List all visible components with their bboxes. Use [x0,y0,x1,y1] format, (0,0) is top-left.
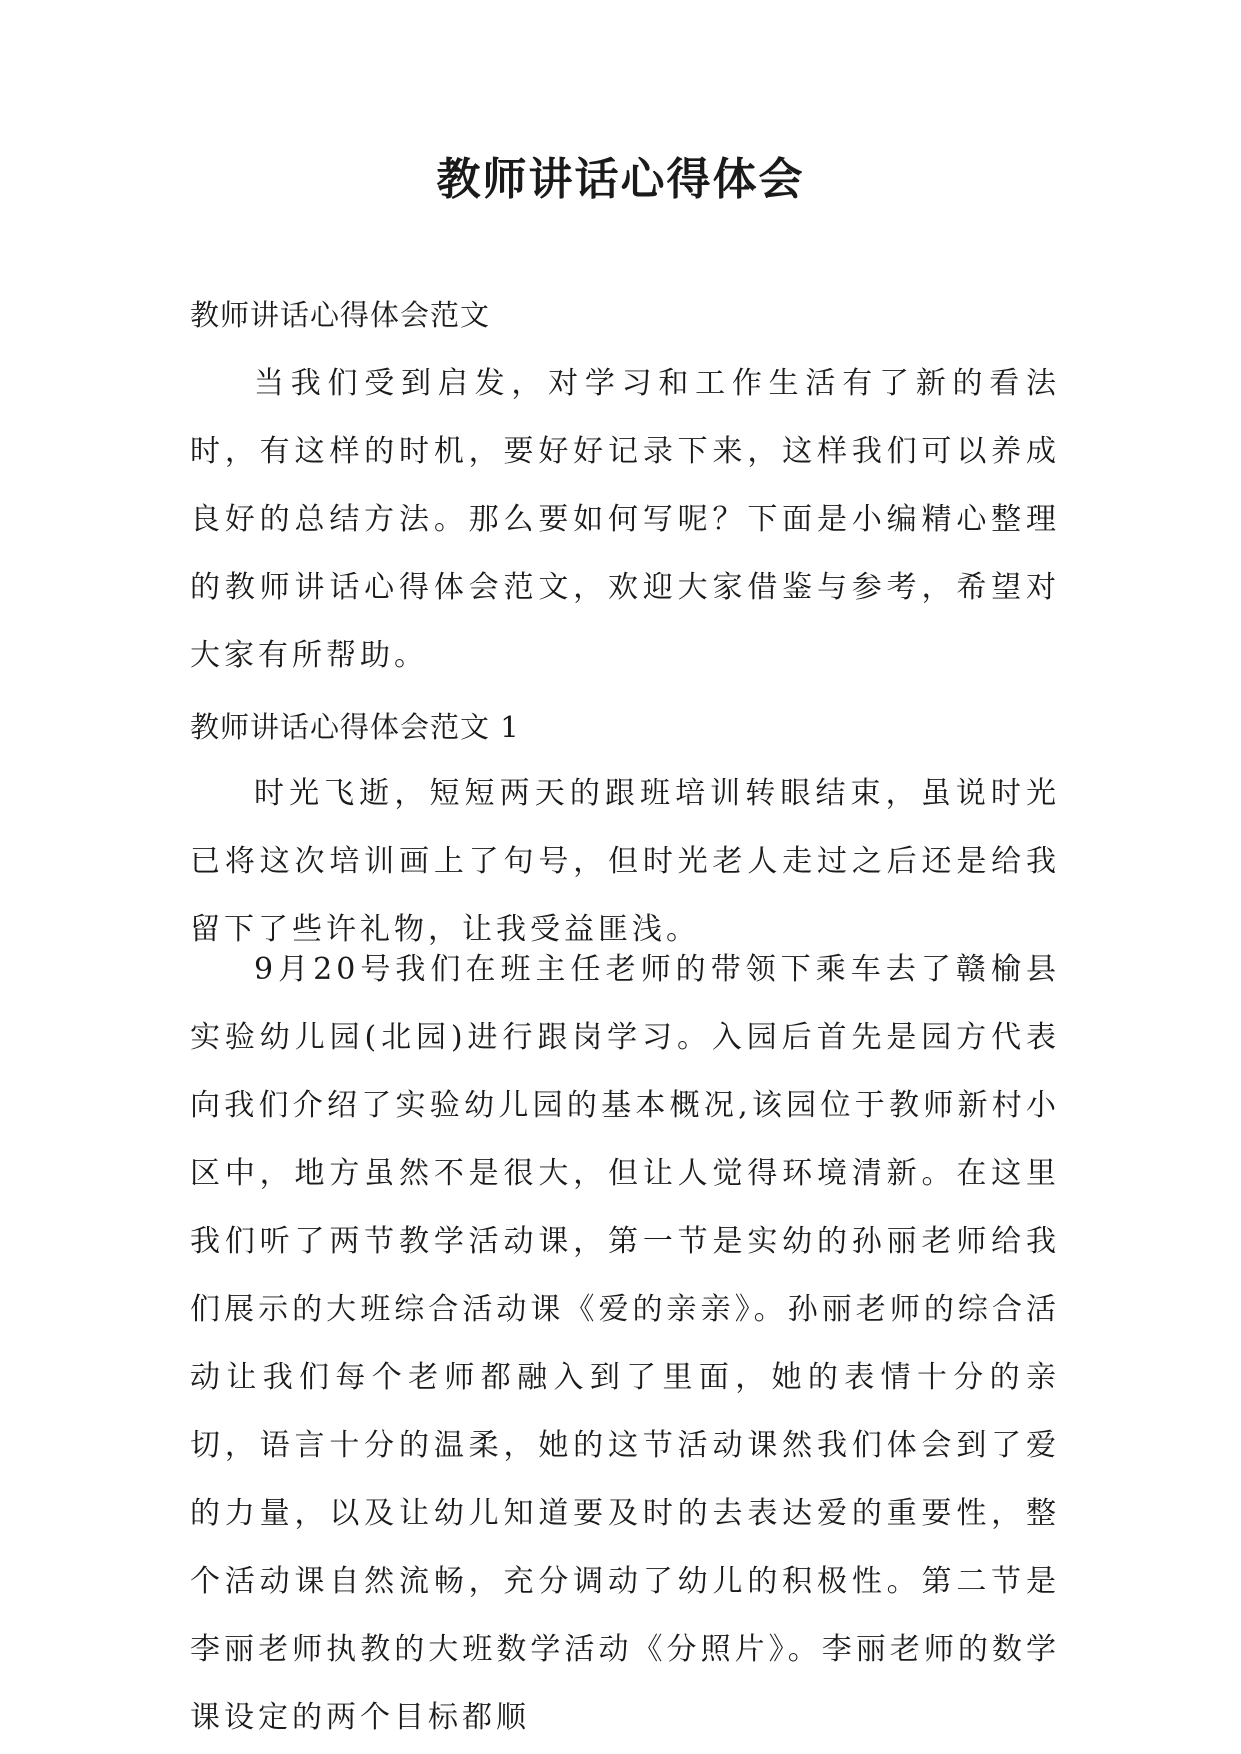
section1-paragraph-1: 时光飞逝，短短两天的跟班培训转眼结束，虽说时光已将这次培训画上了句号，但时光老人走过之后还是给我留下了些许礼物，让我受益匪浅。 [190,776,1060,947]
document-title: 教师讲话心得体会 [436,154,805,205]
section1-paragraph-2: 9月20号我们在班主任老师的带领下乘车去了赣榆县实验幼儿园(北园)进行跟岗学习。入园后首先是园方代表向我们介绍了实验幼儿园的基本概况,该园位于教师新村小区中，地方虽然不是很大，但让人觉得环境清新。在这里我们听了两节教学活动课，第一节是实幼的孙丽老师给我们展示的大班综合活动课《爱的亲亲》。孙丽老师的综合活动让我们每个老师都融入到了里面，她的表情十分的亲切，语言十分的温柔，她的这节活动课然我们体会到了爱的力量，以及让幼儿知道要及时的去表达爱的重要性，整个活动课自然流畅，充分调动了幼儿的积极性。第二节是李丽老师执教的大班数学活动《分照片》。李丽老师的数学课设定的两个目标都顺 [190,952,1060,1735]
intro-heading: 教师讲话心得体会范文 [190,298,491,332]
intro-paragraph: 当我们受到启发，对学习和工作生活有了新的看法时，有这样的时机，要好好记录下来，这样我们可以养成良好的总结方法。那么要如何写呢？下面是小编精心整理的教师讲话心得体会范文，欢迎大家借鉴与参考，希望对大家有所帮助。 [190,366,1060,673]
section1-heading: 教师讲话心得体会范文 1 [190,710,520,744]
